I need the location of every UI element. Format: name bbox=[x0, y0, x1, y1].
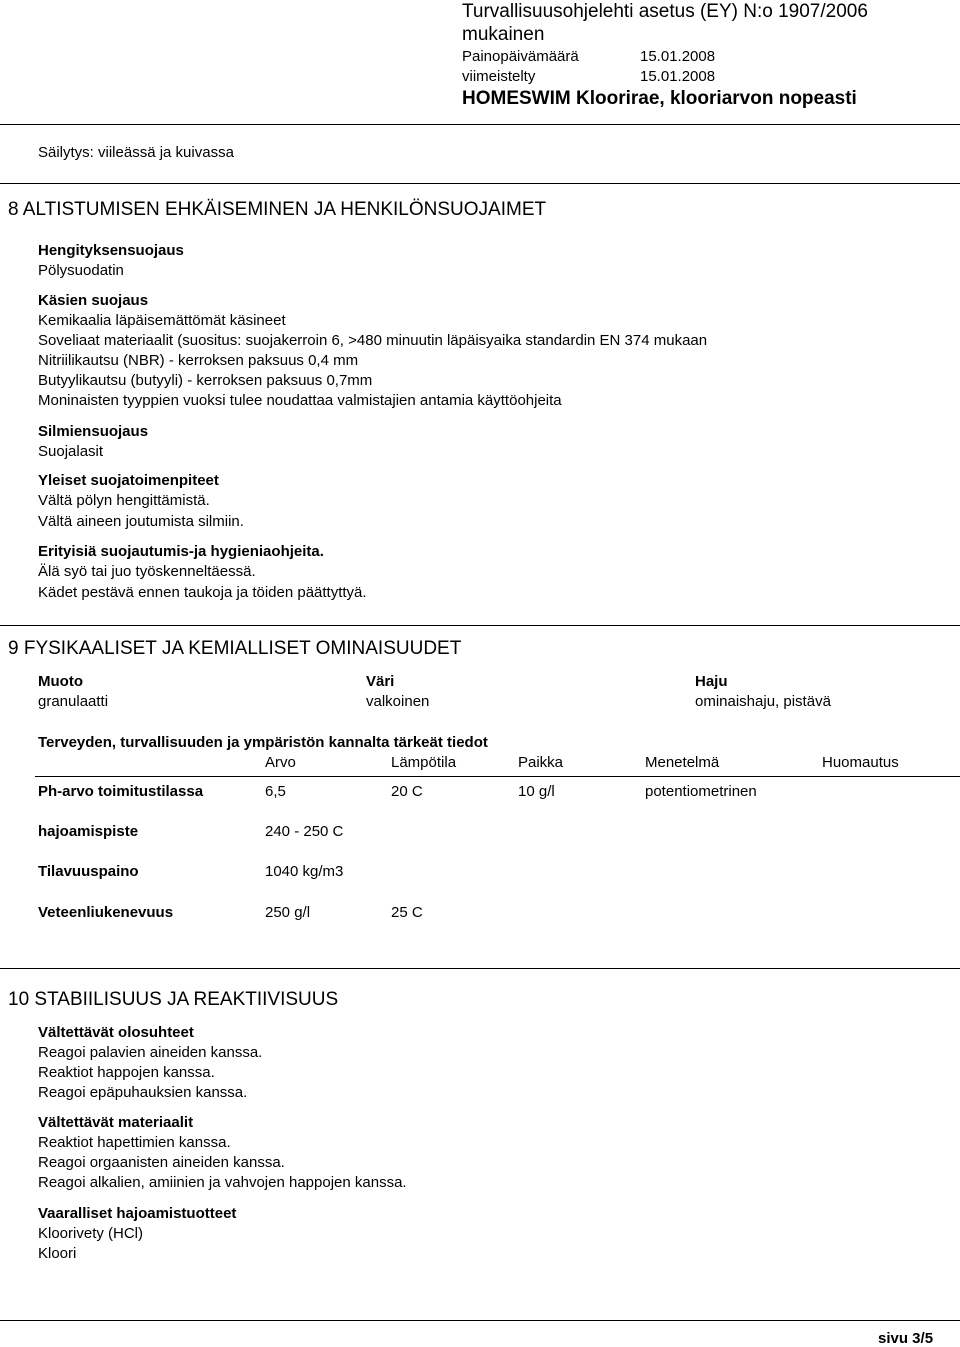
prop-value-vari: valkoinen bbox=[366, 693, 430, 710]
table-header-rule bbox=[35, 776, 960, 777]
table-row-name: Veteenliukenevuus bbox=[38, 904, 174, 921]
table-cell-lampotila: 20 C bbox=[391, 783, 423, 800]
avoid-conditions-line: Reagoi epäpuhauksien kanssa. bbox=[38, 1084, 248, 1101]
footer-divider bbox=[0, 1320, 960, 1321]
prop-label-muoto: Muoto bbox=[38, 673, 83, 690]
column-header-lampotila: Lämpötila bbox=[391, 754, 457, 771]
avoid-materials-line: Reagoi orgaanisten aineiden kanssa. bbox=[38, 1154, 285, 1171]
column-header-huomautus: Huomautus bbox=[822, 754, 899, 771]
table-row-name: Tilavuuspaino bbox=[38, 863, 139, 880]
table-row-name: hajoamispiste bbox=[38, 823, 139, 840]
hygiene-line: Kädet pestävä ennen taukoja ja töiden päättyttyä. bbox=[38, 584, 367, 601]
decomposition-heading: Vaaralliset hajoamistuotteet bbox=[38, 1205, 237, 1222]
prop-value-muoto: granulaatti bbox=[38, 693, 109, 710]
page-number: sivu 3/5 bbox=[878, 1330, 934, 1347]
avoid-materials-line: Reagoi alkalien, amiinien ja vahvojen happojen kanssa. bbox=[38, 1174, 407, 1191]
table-cell-lampotila: 25 C bbox=[391, 904, 423, 921]
general-line: Vältä pölyn hengittämistä. bbox=[38, 492, 210, 509]
decomposition-line: Kloori bbox=[38, 1245, 77, 1262]
avoid-conditions-line: Reagoi palavien aineiden kanssa. bbox=[38, 1044, 263, 1061]
hand-line: Soveliaat materiaalit (suositus: suojakerroin 6, >480 minuutin läpäisyaika standardin EN 374 mukaan bbox=[38, 332, 708, 349]
section8-title: 8 ALTISTUMISEN EHKÄISEMINEN JA HENKILÖNSUOJAIMET bbox=[8, 199, 547, 220]
hand-line: Butyylikautsu (butyyli) - kerroksen paksuus 0,7mm bbox=[38, 372, 373, 389]
hygiene-heading: Erityisiä suojautumis-ja hygieniaohjeita. bbox=[38, 543, 324, 560]
section10-title: 10 STABIILISUUS JA REAKTIIVISUUS bbox=[8, 989, 339, 1010]
respiratory-heading: Hengityksensuojaus bbox=[38, 242, 184, 259]
avoid-materials-heading: Vältettävät materiaalit bbox=[38, 1114, 194, 1131]
table-cell-arvo: 240 - 250 C bbox=[265, 823, 344, 840]
hand-heading: Käsien suojaus bbox=[38, 292, 149, 309]
table-title: Terveyden, turvallisuuden ja ympäristön kannalta tärkeät tiedot bbox=[38, 734, 488, 751]
section10-divider bbox=[0, 968, 960, 969]
avoid-materials-line: Reaktiot hapettimien kanssa. bbox=[38, 1134, 231, 1151]
table-cell-paikka: 10 g/l bbox=[518, 783, 555, 800]
hand-line: Kemikaalia läpäisemättömät käsineet bbox=[38, 312, 286, 329]
finalized-label: viimeistelty bbox=[462, 68, 536, 85]
print-date-label: Painopäivämäärä bbox=[462, 48, 579, 65]
table-row-name: Ph-arvo toimitustilassa bbox=[38, 783, 204, 800]
eye-heading: Silmiensuojaus bbox=[38, 423, 149, 440]
finalized-date: 15.01.2008 bbox=[640, 68, 716, 85]
general-line: Vältä aineen joutumista silmiin. bbox=[38, 513, 244, 530]
decomposition-line: Kloorivety (HCl) bbox=[38, 1225, 144, 1242]
column-header-paikka: Paikka bbox=[518, 754, 564, 771]
prop-label-vari: Väri bbox=[366, 673, 395, 690]
respiratory-text: Pölysuodatin bbox=[38, 262, 124, 279]
avoid-conditions-heading: Vältettävät olosuhteet bbox=[38, 1024, 194, 1041]
product-name: HOMESWIM Kloorirae, klooriarvon nopeasti bbox=[462, 88, 857, 109]
general-heading: Yleiset suojatoimenpiteet bbox=[38, 472, 219, 489]
hand-line: Moninaisten tyyppien vuoksi tulee noudattaa valmistajien antamia käyttöohjeita bbox=[38, 392, 562, 409]
table-cell-arvo: 6,5 bbox=[265, 783, 286, 800]
table-cell-arvo: 1040 kg/m3 bbox=[265, 863, 344, 880]
prop-value-haju: ominaishaju, pistävä bbox=[695, 693, 831, 710]
storage-line: Säilytys: viileässä ja kuivassa bbox=[38, 144, 234, 161]
header-regulation: Turvallisuusohjelehti asetus (EY) N:o 1907/2006 bbox=[462, 1, 868, 22]
avoid-conditions-line: Reaktiot happojen kanssa. bbox=[38, 1064, 215, 1081]
prop-label-haju: Haju bbox=[695, 673, 728, 690]
column-header-arvo: Arvo bbox=[265, 754, 296, 771]
header-divider bbox=[0, 124, 960, 125]
eye-text: Suojalasit bbox=[38, 443, 104, 460]
table-cell-menetelma: potentiometrinen bbox=[645, 783, 757, 800]
hand-line: Nitriilikautsu (NBR) - kerroksen paksuus 0,4 mm bbox=[38, 352, 359, 369]
header-regulation-cont: mukainen bbox=[462, 24, 545, 45]
column-header-menetelma: Menetelmä bbox=[645, 754, 720, 771]
section9-divider bbox=[0, 625, 960, 626]
section8-divider bbox=[0, 183, 960, 184]
print-date: 15.01.2008 bbox=[640, 48, 716, 65]
hygiene-line: Älä syö tai juo työskenneltäessä. bbox=[38, 563, 256, 580]
table-cell-arvo: 250 g/l bbox=[265, 904, 311, 921]
section9-title: 9 FYSIKAALISET JA KEMIALLISET OMINAISUUDET bbox=[8, 638, 462, 659]
